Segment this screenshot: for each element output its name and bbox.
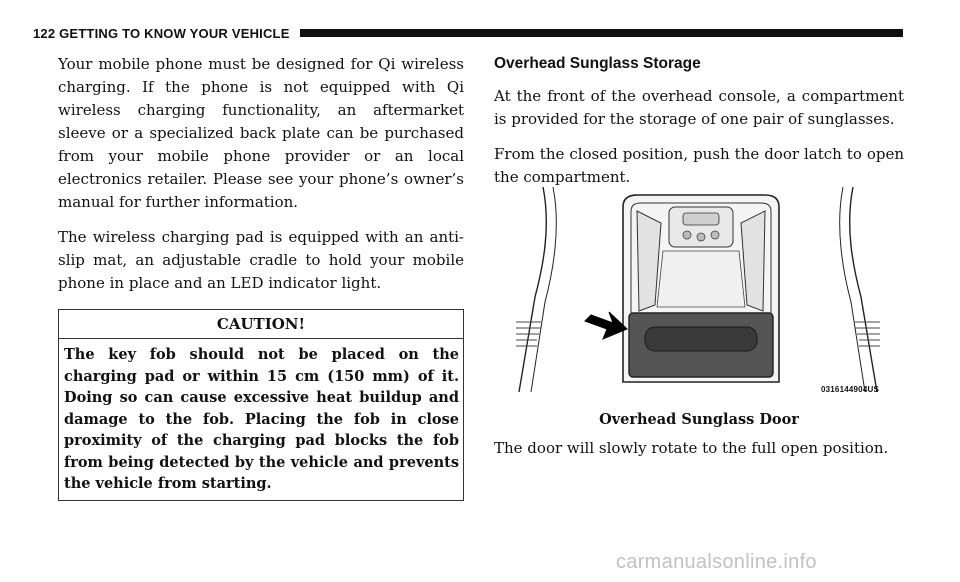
charging-pad-paragraph: The wireless charging pad is equipped with an anti-slip mat, an adjustable cradle to hold your mobile phone in place and an LED indicator light. <box>58 228 464 292</box>
right-column <box>494 53 904 201</box>
page-header-title: 122 GETTING TO KNOW YOUR VEHICLE <box>33 25 290 41</box>
overhead-console-figure <box>513 187 883 397</box>
caution-title: CAUTION! <box>59 310 463 339</box>
door-latch-paragraph: From the closed position, push the door latch to open the compartment. <box>494 145 904 186</box>
right-column-bottom <box>494 437 904 472</box>
figure-caption: Overhead Sunglass Door <box>599 411 799 428</box>
caution-body: The key fob should not be placed on the charging pad or within 15 cm (150 mm) of it. Doing so can cause excessive heat buildup and damage to the fob. Placing the fob in close proximity of the charging pad blocks the fob from being detected by the vehicle and prevents the vehicle from starting. <box>64 346 459 492</box>
overhead-console-illustration <box>513 187 883 397</box>
page-header <box>33 22 903 44</box>
section-heading: Overhead Sunglass Storage <box>494 55 701 72</box>
arrow-icon <box>585 312 627 339</box>
header-rule <box>300 29 903 37</box>
door-rotate-paragraph: The door will slowly rotate to the full open position. <box>494 439 889 457</box>
left-column <box>58 53 464 501</box>
sunglass-compartment-paragraph: At the front of the overhead console, a compartment is provided for the storage of one pair of sunglasses. <box>494 87 904 128</box>
figure-code: 0316144904US <box>820 385 879 394</box>
caution-box <box>58 309 464 501</box>
qi-charging-paragraph: Your mobile phone must be designed for Qi wireless charging. If the phone is not equipped with Qi wireless charging functionality, an aftermarket sleeve or a specialized back plate can be purchased from your mobile phone provider or an local electronics retailer. Please see your phone’s owner’s manual for further information. <box>58 55 464 211</box>
watermark: carmanualsonline.info <box>616 551 817 573</box>
